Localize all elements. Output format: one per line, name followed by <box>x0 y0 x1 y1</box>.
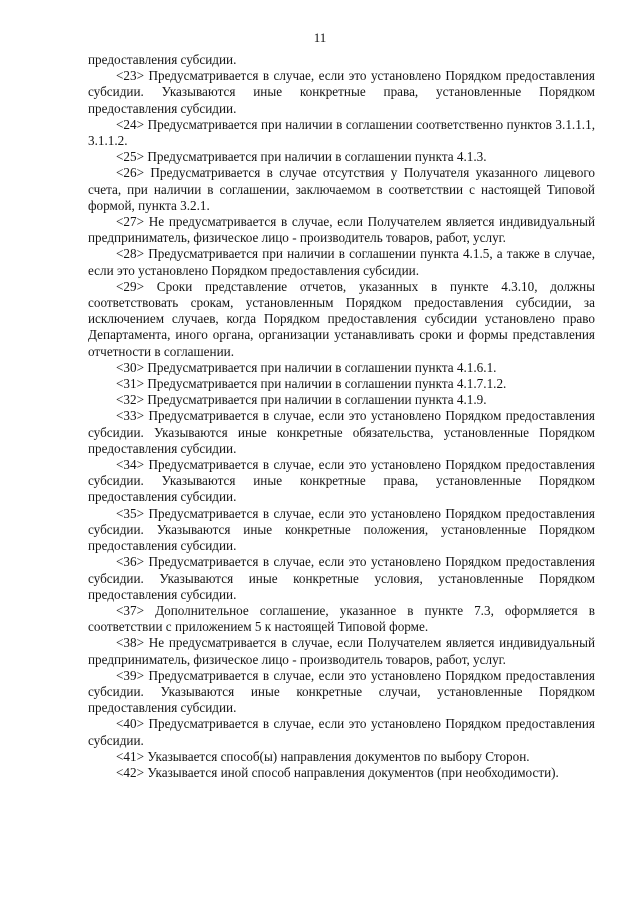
footnote-23: <23> Предусматривается в случае, если это установлено Порядком предоставления субсидии. Указываются иные конкретные права, установленные Порядком предоставления субсидии. <box>88 68 595 116</box>
footnote-28: <28> Предусматривается при наличии в соглашении пункта 4.1.5, а также в случае, если это установлено Порядком предоставления субсидии. <box>88 246 595 278</box>
footnote-30: <30> Предусматривается при наличии в соглашении пункта 4.1.6.1. <box>116 359 497 375</box>
footnote-32: <32> Предусматривается при наличии в соглашении пункта 4.1.9. <box>116 392 487 408</box>
footnote-39: <39> Предусматривается в случае, если это установлено Порядком предоставления субсидии. Указываются иные конкретные случаи, установленные Порядком предоставления субсидии. <box>88 667 595 716</box>
footnote-41: <41> Указывается способ(ы) направления документов по выбору Сторон. <box>116 748 530 764</box>
footnote-24: <24> Предусматривается при наличии в соглашении соответственно пунктов 3.1.1.1, 3.1.1.2. <box>88 116 595 149</box>
footnote-27: <27> Не предусматривается в случае, если Получателем является индивидуальный предприниматель, физическое лицо - производитель товаров, работ, услуг. <box>88 214 595 246</box>
footnote-40: <40> Предусматривается в случае, если это установлено Порядком предоставления субсидии. <box>88 716 595 748</box>
footnote-42: <42> Указывается иной способ направления документов (при необходимости). <box>116 764 559 780</box>
footnote-37: <37> Дополнительное соглашение, указанное в пункте 7.3, оформляется в соответствии с приложением 5 к настоящей Типовой форме. <box>88 602 595 635</box>
footnotes-body <box>88 52 595 781</box>
footnote-34: <34> Предусматривается в случае, если это установлено Порядком предоставления субсидии. Указываются иные конкретные права, установленные Порядком предоставления субсидии. <box>88 457 595 505</box>
footnote-26: <26> Предусматривается в случае отсутствия у Получателя указанного лицевого счета, при наличии в соглашении, заключаемом в соответствии с настоящей Типовой формой, пункта 3.2.1. <box>88 165 595 213</box>
footnote-33: <33> Предусматривается в случае, если это установлено Порядком предоставления субсидии. Указываются иные конкретные обязательства, установленные Порядком предоставления субсидии. <box>88 408 595 456</box>
footnote-31: <31> Предусматривается при наличии в соглашении пункта 4.1.7.1.2. <box>116 376 507 392</box>
footnote-36: <36> Предусматривается в случае, если это установлено Порядком предоставления субсидии. Указываются иные конкретные условия, установленные Порядком предоставления субсидии. <box>88 554 595 602</box>
footnote-38: <38> Не предусматривается в случае, если Получателем является индивидуальный предприниматель, физическое лицо - производитель товаров, работ, услуг. <box>88 635 595 667</box>
footnote-25: <25> Предусматривается при наличии в соглашении пункта 4.1.3. <box>116 149 487 165</box>
footnote-continuation: предоставления субсидии. <box>88 52 237 67</box>
page-number: 11 <box>313 30 327 45</box>
footnote-35: <35> Предусматривается в случае, если это установлено Порядком предоставления субсидии. Указываются иные конкретные положения, установленные Порядком предоставления субсидии. <box>88 505 595 554</box>
footnote-29: <29> Сроки представление отчетов, указанных в пункте 4.3.10, должны соответствовать срокам, установленным Порядком предоставления субсидии, за исключением случаев, когда Порядком предоставления субсидии установлено право Департамента, иного органа, организации устанавливать сроки и формы представления отчетности в соглашении. <box>88 278 595 359</box>
